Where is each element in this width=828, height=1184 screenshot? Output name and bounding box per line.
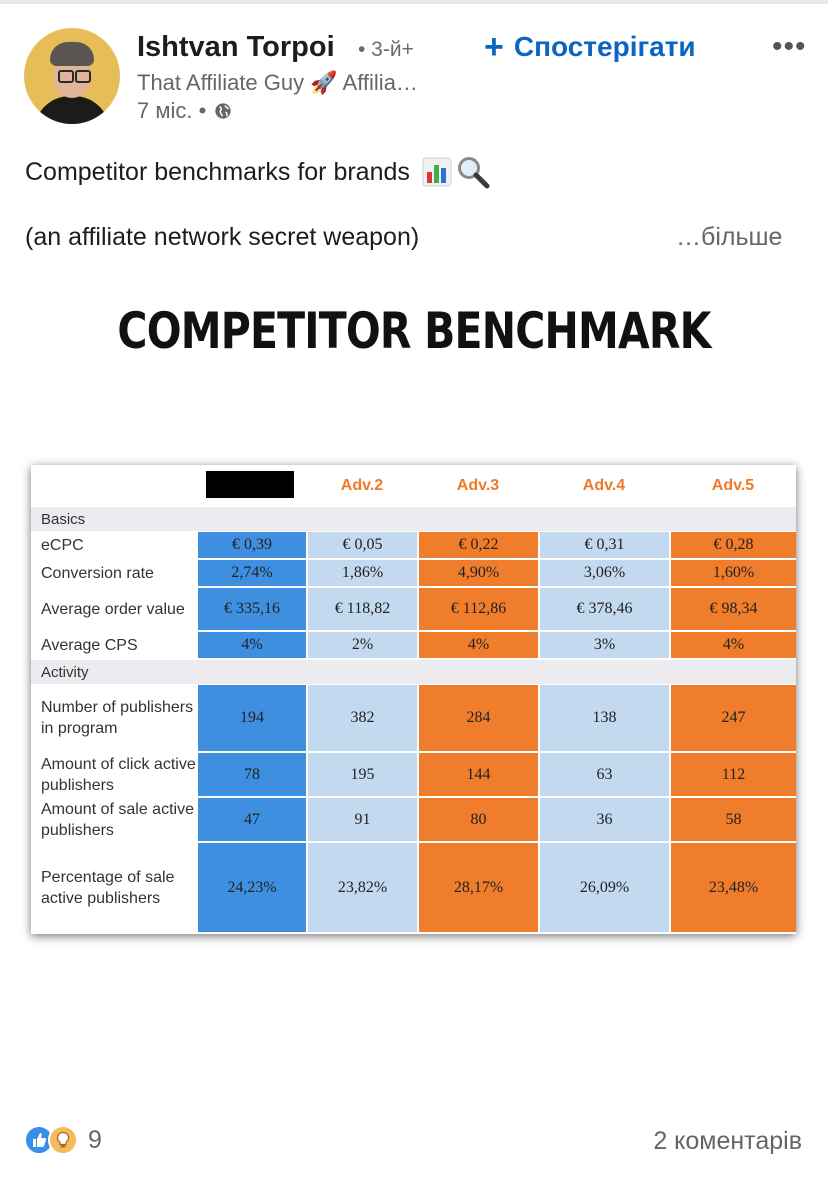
table-cell: 195 — [308, 753, 417, 796]
table-cell: 58 — [671, 798, 796, 841]
table-cell: 26,09% — [540, 843, 669, 932]
table-cell: 4% — [198, 632, 306, 658]
table-cell: 194 — [198, 685, 306, 751]
globe-icon — [214, 102, 232, 120]
table-cell: 2,74% — [198, 560, 306, 586]
table-cell: € 0,22 — [419, 532, 538, 558]
table-cell: 4% — [419, 632, 538, 658]
table-cell: 24,23% — [198, 843, 306, 932]
table-cell: 112 — [671, 753, 796, 796]
table-cell: € 378,46 — [540, 588, 669, 630]
post-text-1: Competitor benchmarks for brands — [25, 157, 410, 186]
table-cell: 284 — [419, 685, 538, 751]
author-name[interactable]: Ishtvan Torpoi — [137, 31, 335, 63]
bar-chart-icon — [422, 157, 452, 187]
table-cell: € 0,31 — [540, 532, 669, 558]
column-header: Adv.3 — [456, 477, 500, 494]
table-cell: 80 — [419, 798, 538, 841]
row-label: Average CPS — [41, 636, 138, 654]
redacted-brand-box — [206, 471, 294, 498]
row-label: eCPC — [41, 536, 84, 554]
table-cell: 23,48% — [671, 843, 796, 932]
table-cell: 91 — [308, 798, 417, 841]
row-label: Amount of sale active publishers — [41, 800, 194, 839]
reactions-count: 9 — [88, 1125, 102, 1154]
table-cell: € 0,28 — [671, 532, 796, 558]
more-options-icon[interactable]: ••• — [772, 30, 807, 63]
benchmark-title: COMPETITOR BENCHMARK — [117, 302, 711, 360]
table-cell: 1,60% — [671, 560, 796, 586]
column-header: Adv.4 — [582, 477, 626, 494]
section-label: Activity — [41, 663, 89, 681]
insightful-reaction-icon — [48, 1125, 78, 1155]
avatar-shirt — [34, 96, 110, 124]
row-label: Average order value — [41, 600, 185, 618]
post-text-line1 — [25, 155, 490, 189]
table-cell: 28,17% — [419, 843, 538, 932]
benchmark-table[interactable] — [31, 465, 796, 934]
table-cell: 2% — [308, 632, 417, 658]
avatar-hair — [50, 42, 94, 66]
table-cell: € 98,34 — [671, 588, 796, 630]
see-more-link[interactable]: …більше — [676, 223, 783, 251]
table-cell: 3% — [540, 632, 669, 658]
table-cell: 47 — [198, 798, 306, 841]
column-header: Adv.2 — [340, 477, 384, 494]
table-cell: 63 — [540, 753, 669, 796]
table-cell: 36 — [540, 798, 669, 841]
table-cell: 1,86% — [308, 560, 417, 586]
follow-button[interactable] — [484, 30, 696, 64]
table-cell: € 335,16 — [198, 588, 306, 630]
table-cell: € 118,82 — [308, 588, 417, 630]
table-cell: € 112,86 — [419, 588, 538, 630]
top-divider — [0, 0, 828, 4]
table-cell: 382 — [308, 685, 417, 751]
table-cell: 3,06% — [540, 560, 669, 586]
table-cell: 247 — [671, 685, 796, 751]
column-header: Adv.5 — [711, 477, 755, 494]
post-time: 7 міс. • — [137, 98, 207, 123]
table-cell: 144 — [419, 753, 538, 796]
post-meta — [137, 98, 232, 124]
plus-icon: + — [484, 28, 504, 66]
row-label: Conversion rate — [41, 564, 154, 582]
author-avatar[interactable] — [24, 28, 120, 124]
reactions-summary[interactable] — [24, 1125, 102, 1155]
row-label: Percentage of sale active publishers — [41, 868, 175, 907]
section-label: Basics — [41, 510, 86, 528]
follow-label: Спостерігати — [513, 31, 696, 62]
row-label: Number of publishers in program — [41, 699, 194, 737]
avatar-glasses-right — [75, 70, 91, 83]
avatar-glasses-left — [58, 70, 74, 83]
table-cell: 4,90% — [419, 560, 538, 586]
table-cell: € 0,39 — [198, 532, 306, 558]
post-text-line2: (an affiliate network secret weapon) — [25, 223, 420, 251]
comments-count-link[interactable]: 2 коментарів — [653, 1127, 802, 1155]
row-label: Amount of click active publishers — [41, 755, 196, 794]
table-cell: 23,82% — [308, 843, 417, 932]
table-cell: 138 — [540, 685, 669, 751]
table-cell: 4% — [671, 632, 796, 658]
section-header — [31, 660, 796, 684]
magnifier-icon — [456, 155, 490, 189]
connection-degree: • 3-й+ — [358, 38, 414, 61]
section-header — [31, 507, 796, 531]
author-headline: That Affiliate Guy 🚀 Affilia… — [137, 70, 418, 95]
table-cell: € 0,05 — [308, 532, 417, 558]
table-cell: 78 — [198, 753, 306, 796]
